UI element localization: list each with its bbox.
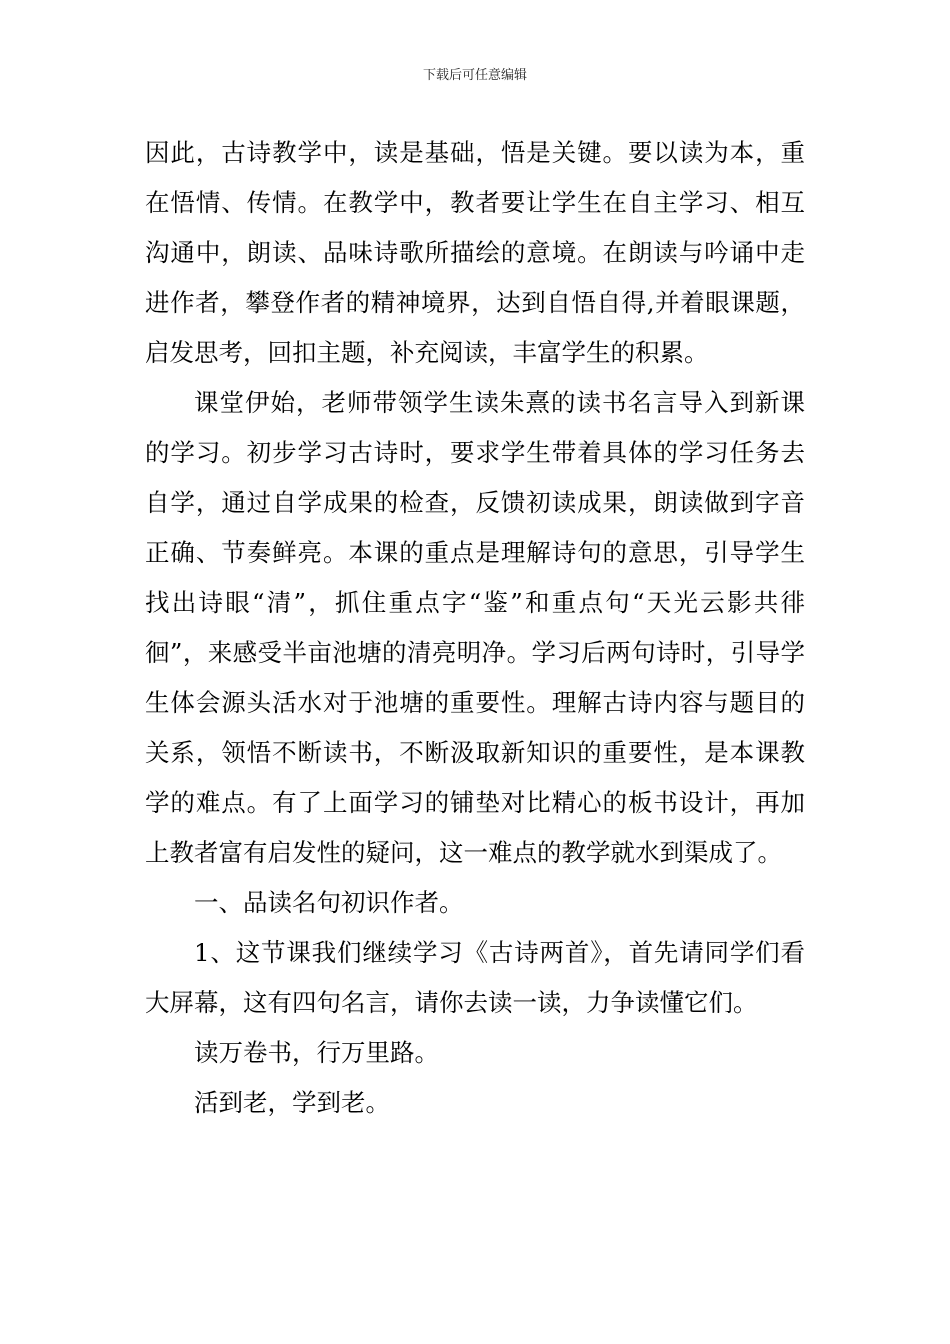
section-heading: 一、品读名句初识作者。 [194,888,464,917]
paragraph: 因此，古诗教学中，读是基础，悟是关键。要以读为本，重在悟情、传情。在教学中，教者要让学生在自主学习、相互沟通中，朗读、品味诗歌所描绘的意境。在朗读与吟诵中走进作者，攀登作者的精神境界，达到自悟自得,并着眼课题，启发思考，回扣主题，补充阅读，丰富学生的积累。 [145,138,805,367]
paragraph: 1、这节课我们继续学习《古诗两首》，首先请同学们看大屏幕，这有四句名言，请你去读一读，力争读懂它们。 [145,938,805,1017]
quote-line: 读万卷书，行万里路。 [194,1038,439,1067]
quote-line: 活到老，学到老。 [194,1088,390,1117]
document-body [145,128,805,1128]
paragraph: 课堂伊始，老师带领学生读朱熹的读书名言导入到新课的学习。初步学习古诗时，要求学生带着具体的学习任务去自学，通过自学成果的检查，反馈初读成果，朗读做到字音正确、节奏鲜亮。本课的重点是理解诗句的意思，引导学生找出诗眼“清”，抓住重点字“鉴”和重点句“天光云影共徘徊”，来感受半亩池塘的清亮明净。学习后两句诗时，引导学生体会源头活水对于池塘的重要性。理解古诗内容与题目的关系，领悟不断读书，不断汲取新知识的重要性，是本课教学的难点。有了上面学习的铺垫对比精心的板书设计，再加上教者富有启发性的疑问，这一难点的教学就水到渠成了。 [145,388,805,867]
page-header: 下载后可任意编辑 [422,68,527,83]
